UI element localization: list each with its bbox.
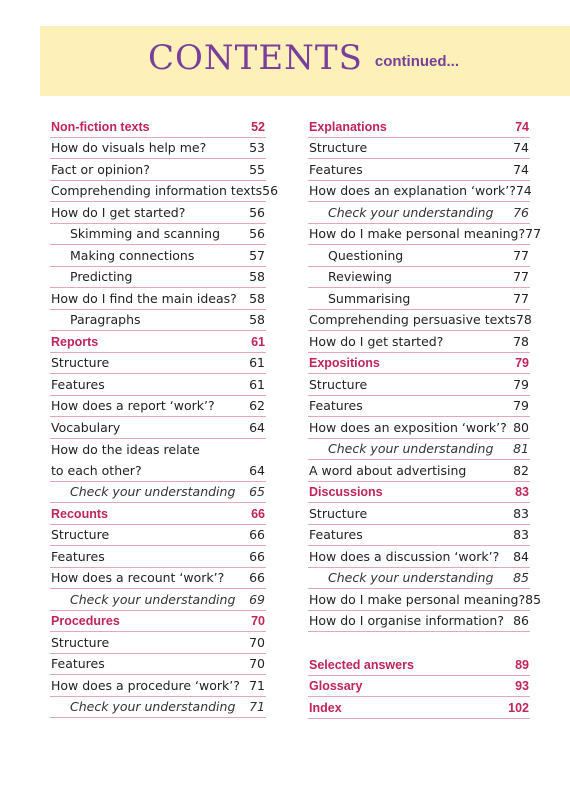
toc-page-number: 58 bbox=[249, 290, 265, 306]
toc-entry-label: Comprehending persuasive texts bbox=[309, 312, 516, 327]
toc-entry-label: Glossary bbox=[309, 679, 363, 693]
toc-entry-label: Features bbox=[51, 376, 105, 392]
toc-entry[interactable] bbox=[50, 288, 266, 310]
toc-entry-label: Index bbox=[309, 700, 342, 715]
toc-page-number: 70 bbox=[251, 614, 265, 628]
toc-page-number: 56 bbox=[262, 183, 279, 198]
toc-entry[interactable] bbox=[308, 525, 530, 547]
toc-entry-label: Explanations bbox=[309, 119, 387, 134]
toc-page-number: 85 bbox=[513, 570, 529, 585]
toc-page-number: 64 bbox=[249, 462, 265, 478]
toc-entry[interactable] bbox=[308, 439, 530, 461]
toc-page-number: 61 bbox=[249, 376, 265, 392]
toc-section-heading[interactable] bbox=[308, 116, 530, 138]
toc-page-number: 71 bbox=[249, 677, 265, 693]
toc-page-number: 56 bbox=[249, 226, 265, 241]
toc-page-number: 79 bbox=[515, 356, 529, 370]
toc-entry-label: How does a procedure ‘work’? bbox=[51, 677, 240, 693]
toc-entry-label: Features bbox=[309, 527, 363, 542]
toc-page-number: 57 bbox=[249, 247, 265, 263]
toc-page-number: 83 bbox=[513, 527, 529, 542]
toc-page-number: 64 bbox=[249, 419, 265, 435]
toc-entry[interactable] bbox=[308, 503, 530, 525]
toc-section-heading[interactable] bbox=[50, 331, 266, 353]
toc-entry-label: Recounts bbox=[51, 506, 108, 521]
toc-entry-label: Predicting bbox=[70, 269, 133, 284]
toc-entry[interactable] bbox=[50, 568, 266, 590]
toc-page-number: 76 bbox=[513, 204, 529, 220]
toc-entry[interactable] bbox=[308, 568, 530, 590]
toc-page-number: 89 bbox=[515, 657, 529, 672]
toc-section-heading[interactable] bbox=[50, 503, 266, 525]
toc-page-number: 78 bbox=[515, 312, 532, 327]
toc-entry-label: Check your understanding bbox=[70, 484, 236, 499]
toc-page-number: 82 bbox=[513, 462, 529, 478]
toc-entry-label: A word about advertising bbox=[309, 462, 467, 478]
toc-entry-label: How does a recount ‘work’? bbox=[51, 570, 225, 585]
toc-page-number: 74 bbox=[515, 119, 529, 134]
toc-entry[interactable] bbox=[308, 138, 530, 160]
toc-entry[interactable] bbox=[50, 159, 266, 181]
toc-page-number: 79 bbox=[513, 398, 529, 413]
toc-entry-label: Check your understanding bbox=[70, 699, 236, 714]
toc-entry-label: How do I make personal meaning? bbox=[309, 226, 526, 241]
toc-entry[interactable] bbox=[50, 202, 266, 224]
toc-section-heading[interactable] bbox=[308, 654, 530, 676]
toc-entry-label: How do visuals help me? bbox=[51, 140, 207, 155]
toc-page-number: 78 bbox=[513, 333, 529, 349]
toc-entry-label: How do I get started? bbox=[51, 204, 186, 220]
toc-page-number: 62 bbox=[249, 398, 265, 413]
toc-entry-label: Structure bbox=[309, 376, 368, 392]
toc-entry[interactable] bbox=[50, 374, 266, 396]
toc-page-number: 66 bbox=[249, 527, 265, 542]
toc-entry[interactable] bbox=[50, 546, 266, 568]
toc-entry[interactable] bbox=[308, 396, 530, 418]
toc-page-number: 58 bbox=[249, 269, 265, 284]
toc-page-number: 74 bbox=[513, 140, 529, 155]
toc-entry[interactable] bbox=[50, 417, 266, 439]
toc-entry-label: Structure bbox=[51, 634, 110, 650]
toc-page-number: 70 bbox=[249, 634, 265, 650]
toc-entry-label: Features bbox=[51, 548, 105, 564]
toc-entry-label: Reviewing bbox=[328, 269, 392, 284]
toc-entry[interactable] bbox=[50, 245, 266, 267]
toc-entry[interactable] bbox=[308, 589, 542, 611]
toc-page-number: 83 bbox=[513, 505, 529, 521]
toc-entry-label: Paragraphs bbox=[70, 312, 141, 327]
toc-page-number: 58 bbox=[249, 312, 265, 327]
toc-page-number: 56 bbox=[249, 204, 265, 220]
toc-page-number: 102 bbox=[508, 700, 529, 715]
toc-entry-label: Features bbox=[309, 398, 363, 413]
toc-page-number: 81 bbox=[513, 441, 529, 456]
toc-entry[interactable] bbox=[50, 589, 266, 611]
toc-entry[interactable] bbox=[308, 460, 530, 482]
toc-entry-label: How do I make personal meaning? bbox=[309, 591, 526, 607]
toc-entry-label: Selected answers bbox=[309, 657, 414, 672]
toc-entry-label: Structure bbox=[309, 140, 368, 155]
toc-entry-label: How do I organise information? bbox=[309, 613, 504, 628]
toc-entry-label: How does a discussion ‘work’? bbox=[309, 548, 500, 564]
toc-page-number: 74 bbox=[513, 161, 529, 177]
toc-section-heading[interactable] bbox=[308, 697, 530, 719]
toc-entry[interactable] bbox=[50, 353, 266, 375]
toc-page-number: 71 bbox=[249, 699, 265, 714]
toc-entry-label: How do the ideas relate to each other? bbox=[51, 441, 200, 478]
toc-entry-label: Reports bbox=[51, 334, 99, 349]
toc-entry-label: Questioning bbox=[328, 247, 404, 263]
toc-left-column bbox=[50, 116, 279, 718]
toc-page-number: 70 bbox=[249, 656, 265, 671]
toc-entry[interactable] bbox=[308, 546, 530, 568]
toc-entry[interactable] bbox=[50, 267, 266, 289]
toc-entry-label: Structure bbox=[51, 527, 110, 542]
toc-entry-label: Non-fiction texts bbox=[51, 119, 150, 134]
toc-page-number: 66 bbox=[251, 506, 265, 521]
toc-entry-label: How do I find the main ideas? bbox=[51, 290, 237, 306]
toc-entry[interactable] bbox=[50, 396, 266, 418]
toc-page-number: 65 bbox=[249, 484, 265, 499]
spacer bbox=[308, 632, 530, 654]
toc-entry-label: How does an explanation ‘work’? bbox=[309, 183, 516, 198]
toc-entry-label: Check your understanding bbox=[328, 570, 494, 585]
toc-section-heading[interactable] bbox=[308, 482, 530, 504]
toc-entry[interactable] bbox=[50, 525, 266, 547]
toc-entry-label: Check your understanding bbox=[70, 591, 236, 607]
toc-entry[interactable] bbox=[308, 417, 530, 439]
toc-entry-label: Skimming and scanning bbox=[70, 226, 221, 241]
toc-entry-label: How does a report ‘work’? bbox=[51, 398, 215, 413]
toc-entry-label: Expositions bbox=[309, 356, 380, 370]
toc-entry[interactable] bbox=[308, 202, 530, 224]
toc-section-heading[interactable] bbox=[50, 611, 266, 633]
contents-subtitle: continued... bbox=[374, 53, 460, 70]
toc-page-number: 77 bbox=[513, 290, 529, 306]
toc-page-number: 77 bbox=[513, 269, 529, 284]
toc-section-heading[interactable] bbox=[308, 353, 530, 375]
toc-entry[interactable] bbox=[308, 288, 530, 310]
toc-page-number: 74 bbox=[515, 183, 532, 198]
toc-entry[interactable] bbox=[308, 611, 530, 633]
toc-page-number: 77 bbox=[513, 247, 529, 263]
toc-entry[interactable] bbox=[308, 181, 530, 203]
toc-entry-label: Structure bbox=[51, 355, 110, 370]
toc-entry[interactable] bbox=[308, 331, 530, 353]
page-title bbox=[148, 38, 459, 78]
toc-entry[interactable] bbox=[50, 439, 266, 482]
toc-entry-label: Summarising bbox=[328, 290, 411, 306]
toc-entry[interactable] bbox=[50, 181, 279, 203]
toc-page-number: 83 bbox=[515, 485, 529, 499]
toc-page-number: 52 bbox=[251, 119, 265, 134]
toc-page-number: 80 bbox=[513, 419, 529, 435]
toc-page-number: 61 bbox=[249, 355, 265, 370]
toc-entry-label: Procedures bbox=[51, 614, 120, 628]
toc-page-number: 86 bbox=[513, 613, 529, 628]
toc-page-number: 53 bbox=[249, 140, 265, 155]
toc-entry[interactable] bbox=[50, 482, 266, 504]
toc-page-number: 66 bbox=[249, 548, 265, 564]
toc-entry[interactable] bbox=[308, 245, 530, 267]
toc-entry[interactable] bbox=[50, 310, 266, 332]
toc-page-number: 77 bbox=[525, 226, 542, 241]
contents-heading: CONTENTS bbox=[148, 38, 363, 78]
toc-page-number: 79 bbox=[513, 376, 529, 392]
toc-entry-label: Check your understanding bbox=[328, 441, 494, 456]
toc-entry[interactable] bbox=[308, 267, 530, 289]
toc-page-number: 55 bbox=[249, 161, 265, 177]
toc-entry-label: Vocabulary bbox=[51, 419, 121, 435]
toc-right-column bbox=[308, 116, 542, 719]
toc-section-heading[interactable] bbox=[308, 676, 530, 698]
toc-entry-label: Making connections bbox=[70, 247, 195, 263]
toc-entry[interactable] bbox=[50, 675, 266, 697]
toc-page-number: 61 bbox=[251, 334, 265, 349]
toc-entry[interactable] bbox=[50, 697, 266, 719]
toc-page-number: 93 bbox=[515, 679, 529, 693]
toc-section-heading[interactable] bbox=[50, 116, 266, 138]
toc-entry-label: Comprehending information texts bbox=[51, 183, 263, 198]
toc-page-number: 84 bbox=[513, 548, 529, 564]
toc-entry-label: Check your understanding bbox=[328, 204, 494, 220]
toc-entry-label: Features bbox=[51, 656, 105, 671]
toc-entry[interactable] bbox=[308, 374, 530, 396]
toc-entry[interactable] bbox=[50, 224, 266, 246]
toc-entry[interactable] bbox=[308, 310, 530, 332]
toc-entry-label: Discussions bbox=[309, 485, 383, 499]
toc-page-number: 85 bbox=[525, 591, 542, 607]
toc-entry[interactable] bbox=[50, 654, 266, 676]
toc-entry[interactable] bbox=[50, 138, 266, 160]
toc-page-number: 66 bbox=[249, 570, 265, 585]
toc-entry-label: Features bbox=[309, 161, 363, 177]
toc-entry-label: How do I get started? bbox=[309, 333, 444, 349]
toc-entry-label: How does an exposition ‘work’? bbox=[309, 419, 507, 435]
toc-entry[interactable] bbox=[308, 159, 530, 181]
toc-entry[interactable] bbox=[308, 224, 542, 246]
toc-entry-label: Fact or opinion? bbox=[51, 161, 150, 177]
toc-page-number: 69 bbox=[249, 591, 265, 607]
toc-entry[interactable] bbox=[50, 632, 266, 654]
toc-entry-label: Structure bbox=[309, 505, 368, 521]
